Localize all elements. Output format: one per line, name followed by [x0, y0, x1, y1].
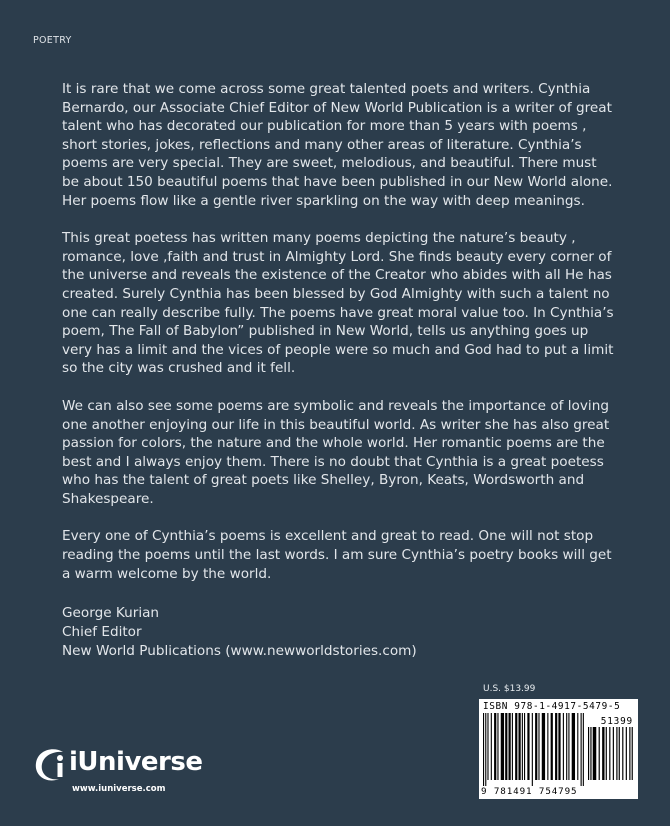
publisher-url: www.iuniverse.com — [72, 784, 166, 794]
barcode-bar — [491, 713, 492, 780]
barcode-bar — [606, 727, 607, 780]
barcode-bar — [609, 727, 610, 780]
barcode-bar — [602, 727, 604, 780]
barcode-bar — [563, 713, 564, 780]
isbn-text: ISBN 978-1-4917-5479-5 — [483, 701, 621, 712]
barcode-bar — [583, 713, 584, 786]
signature-block — [62, 604, 417, 661]
barcode-bar — [616, 727, 617, 780]
barcode-bar — [590, 727, 591, 780]
barcode-bar — [558, 713, 560, 780]
barcode-bar — [632, 727, 633, 780]
barcode-bar — [494, 713, 496, 780]
blurb-paragraph: It is rare that we come across some great talented poets and writers. Cynthia Bernardo, our Associate Chief Editor of New World Publication is a writer of great talent who has decorated our publication for more than 5 years with poems , short stories, jokes, reflections and many other areas of literature. Cynthia’s poems are very special. They are sweet, melodious, and beautiful. There must be about 150 beautiful poems that have been published in our New World alone. Her poems flow like a gentle river sparkling on the way with deep meanings. — [62, 81, 613, 209]
barcode-bar — [568, 713, 569, 780]
barcode-bar — [483, 713, 484, 786]
barcode-bar — [532, 713, 533, 786]
blurb-paragraph: Every one of Cynthia’s poems is excellent and great to read. One will not stop reading the poems until the last words. I am sure Cynthia’s poetry books will get a warm welcome by the world. — [62, 528, 612, 582]
barcode-bar — [501, 713, 504, 780]
barcode-bar — [542, 713, 545, 780]
barcode-bar — [581, 713, 582, 786]
publisher-name: iUniverse — [69, 747, 203, 777]
publisher-swoosh-icon — [33, 744, 73, 784]
barcode-bar — [566, 713, 567, 780]
barcode-bar — [622, 727, 623, 780]
barcode-bar — [512, 713, 513, 780]
barcode-bar — [555, 713, 557, 780]
barcode-bar — [515, 713, 517, 780]
barcode-bar — [527, 713, 529, 780]
supplement-bars — [588, 727, 634, 786]
signature-name: George Kurian — [62, 605, 160, 621]
barcode-bar — [485, 713, 486, 786]
barcode-bar — [619, 727, 620, 780]
barcode-bar — [593, 727, 597, 780]
barcode-bar — [626, 727, 627, 780]
barcode-bar — [522, 713, 523, 780]
blurb-paragraph: This great poetess has written many poems depicting the nature’s beauty , romance, love ,faith and trust in Almighty Lord. She finds beauty every corner of the universe and reveals the existence of the Creator who abides with all He has created. Surely Cynthia has been blessed by God Almighty with such a talent no one can really describe fully. The poems have great moral value too. In Cynthia’s poem, The Fall of Babylon” published in New World, tells us anything goes up very has a limit and the vices of people were so much and God had to put a limit so the city was crushed and it fell. — [62, 230, 614, 377]
signature-title: Chief Editor — [62, 624, 142, 640]
barcode-bar — [497, 713, 498, 780]
barcode-bar — [509, 713, 511, 780]
signature-org: New World Publications (www.newworldstories.com) — [62, 643, 417, 659]
barcode-bar — [613, 727, 614, 780]
barcode-bar — [572, 713, 575, 780]
barcode-bar — [599, 727, 600, 780]
genre-label: POETRY — [33, 35, 72, 46]
barcode-bar — [547, 713, 548, 780]
blurb-paragraph: We can also see some poems are symbolic and reveals the importance of loving one another enjoying our life in this beautiful world. As writer she has also great passion for colors, the nature and the whole world. Her romantic poems are the best and I always enjoy them. There is no doubt that Cynthia is a great poetess who has the talent of great poets like Shelley, Byron, Keats, Wordsworth and Shakespeare. — [62, 397, 610, 507]
barcode-bar — [487, 713, 488, 780]
barcode-bar — [505, 713, 507, 780]
blurb-text — [62, 80, 617, 602]
supplement-text: 51399 — [600, 716, 633, 727]
barcode-bar — [629, 727, 630, 780]
barcode-bar — [535, 713, 537, 780]
barcode-bar — [551, 713, 553, 780]
barcode-bar — [524, 713, 525, 780]
isbn-barcode — [479, 699, 638, 799]
barcode-bars — [483, 713, 585, 786]
barcode-bar — [518, 713, 520, 780]
barcode-bar — [577, 713, 578, 780]
ean-text: 9 781491 754795 — [481, 786, 578, 797]
barcode-bar — [588, 727, 589, 780]
price-label: U.S. $13.99 — [483, 684, 536, 694]
barcode-bar — [538, 713, 539, 780]
